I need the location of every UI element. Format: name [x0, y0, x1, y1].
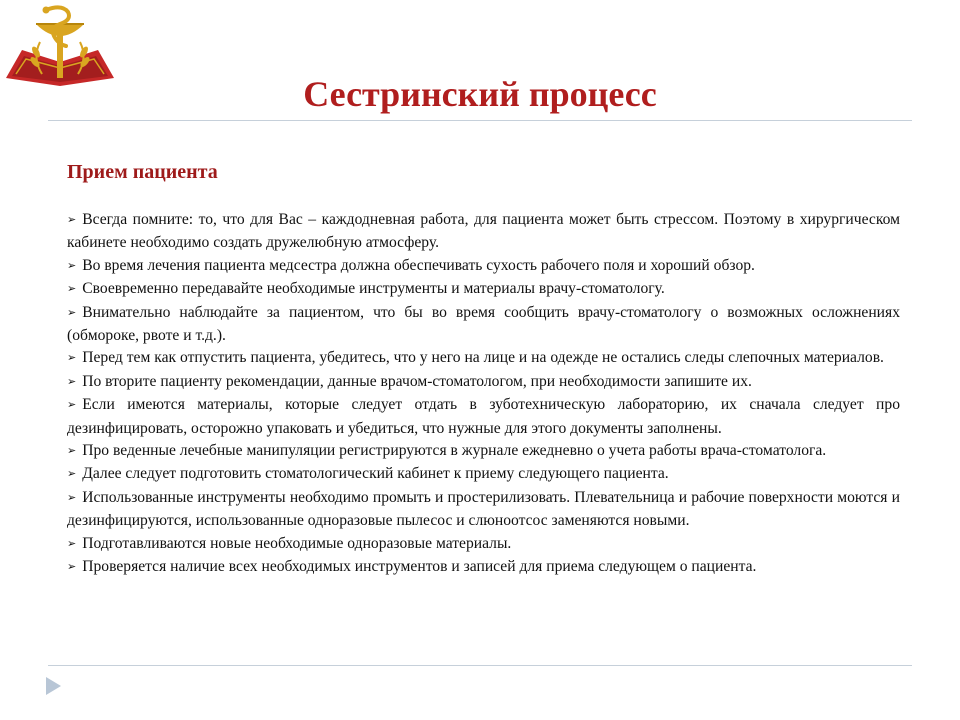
- arrow-bullet-icon: ➢: [67, 351, 77, 365]
- list-item: ➢ Про веденные лечебные манипуляции регистрируются в журнале ежедневно о учета работы врача-стоматолога.: [67, 442, 827, 460]
- list-item: ➢ Всегда помните: то, что для Вас – каждодневная работа, для пациента может быть стрессом. Поэтому в хирургическом кабинете необходимо создать дружелюбную атмосферу.: [67, 211, 900, 252]
- list-item: ➢ Использованные инструменты необходимо промыть и простерилизовать. Плевательница и рабочие поверхности моются и дезинфицируются, использованные одноразовые пылесос и слюноотсос заменяются новыми.: [67, 488, 900, 530]
- arrow-bullet-icon: ➢: [67, 282, 77, 296]
- arrow-bullet-icon: ➢: [67, 305, 77, 319]
- arrow-bullet-icon: ➢: [67, 560, 77, 574]
- list-item: ➢ Подготавливаются новые необходимые одноразовые материалы.: [67, 534, 512, 552]
- slide-title: Сестринский процесс: [303, 74, 657, 114]
- bullet-list: [67, 209, 900, 580]
- arrow-bullet-icon: ➢: [67, 213, 77, 226]
- list-item: ➢ Если имеются материалы, которые следует отдать в зуботехническую лабораторию, их сначала следует про дезинфицировать, осторожно упаковать и убедиться, что нужные для этого документы заполнены.: [67, 396, 900, 437]
- arrow-bullet-icon: ➢: [67, 490, 77, 504]
- title-divider: [48, 120, 912, 121]
- list-item: ➢ Своевременно передавайте необходимые инструменты и материалы врачу-стоматологу.: [67, 280, 665, 298]
- footer-divider: [48, 665, 912, 666]
- arrow-bullet-icon: ➢: [67, 444, 77, 458]
- arrow-bullet-icon: ➢: [67, 258, 77, 272]
- list-item: ➢ Перед тем как отпустить пациента, убедитесь, что у него на лице и на одежде не остались следы слепочных материалов.: [67, 349, 884, 367]
- arrow-bullet-icon: ➢: [67, 398, 77, 412]
- triangle-right-icon: [44, 676, 62, 696]
- list-item: ➢ Внимательно наблюдайте за пациентом, что бы во время сообщить врачу-стоматологу о возможных осложнениях (обмороке, рвоте и т.д.).: [67, 303, 900, 345]
- arrow-bullet-icon: ➢: [67, 467, 77, 481]
- list-item: ➢ По вторите пациенту рекомендации, данные врачом-стоматологом, при необходимости запишите их.: [67, 372, 752, 390]
- arrow-bullet-icon: ➢: [67, 374, 77, 388]
- list-item: ➢ Проверяется наличие всех необходимых инструментов и записей для приема следующем о пациента.: [67, 558, 757, 576]
- list-item: ➢ Во время лечения пациента медсестра должна обеспечивать сухость рабочего поля и хороший обзор.: [67, 256, 755, 274]
- section-heading: Прием пациента: [67, 161, 218, 183]
- arrow-bullet-icon: ➢: [67, 536, 77, 550]
- list-item: ➢ Далее следует подготовить стоматологический кабинет к приему следующего пациента.: [67, 465, 669, 483]
